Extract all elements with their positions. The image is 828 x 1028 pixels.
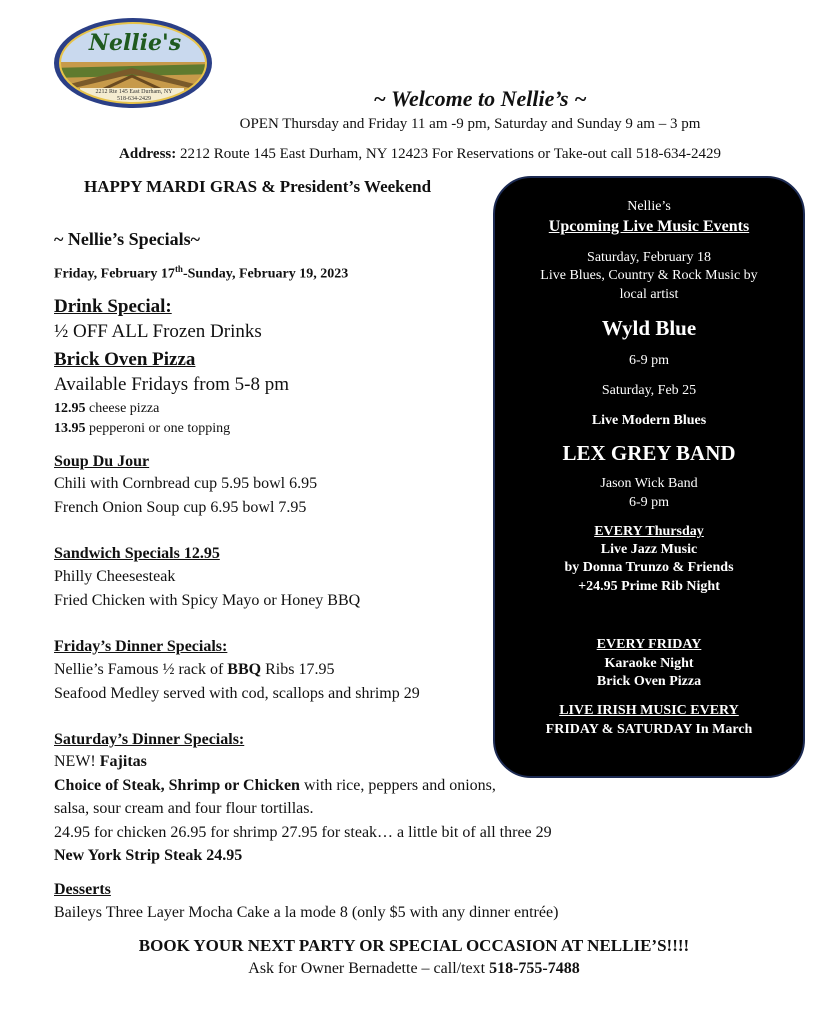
saturday-strip-steak: New York Strip Steak 24.95: [54, 847, 243, 864]
logo-name: Nellie's: [88, 30, 182, 56]
pizza-header: Brick Oven Pizza: [54, 349, 196, 370]
saturday-toppings: salsa, sour cream and four flour tortillas.: [54, 800, 314, 817]
friday-ribs: [54, 661, 334, 679]
event1-desc: Live Blues, Country & Rock Music by: [540, 268, 758, 283]
event3-time: 6-9 pm: [628, 495, 670, 510]
live-music-panel: [493, 176, 805, 778]
fajitas-label: Fajitas: [99, 753, 147, 770]
event1-time: 6-9 pm: [628, 353, 670, 368]
saturday-new-fajitas: [54, 753, 147, 771]
pizza-cheese-desc: cheese pizza: [85, 401, 160, 416]
choice-label: Choice of Steak, Shrimp or Chicken: [54, 777, 300, 794]
thursday-donna: by Donna Trunzo & Friends: [564, 560, 734, 575]
ribs-bbq: BBQ: [227, 661, 262, 678]
friday-dinner-header: Friday’s Dinner Specials:: [54, 638, 228, 655]
pizza-pepperoni-desc: pepperoni or one topping: [85, 421, 231, 436]
pizza-pepperoni: [54, 421, 230, 437]
address-text: 2212 Route 145 East Durham, NY 12423 For Reservations or Take-out call 518-634-2429: [176, 146, 721, 162]
dates-start: Friday, February 17: [54, 266, 175, 282]
drink-special-line: ½ OFF ALL Frozen Drinks: [54, 321, 262, 342]
event2-band: LEX GREY BAND: [562, 441, 736, 465]
friday-karaoke: Karaoke Night: [604, 656, 694, 671]
saturday-prices: 24.95 for chicken 26.95 for shrimp 27.95 for steak… a little bit of all three 29: [54, 824, 552, 841]
soup-header: Soup Du Jour: [54, 453, 150, 470]
logo-phone: 518-634-2429: [117, 96, 151, 102]
friday-seafood: Seafood Medley served with cod, scallops and shrimp 29: [54, 685, 420, 702]
thursday-jazz: Live Jazz Music: [600, 542, 698, 557]
desserts-header: Desserts: [54, 881, 111, 898]
event1-date: Saturday, February 18: [587, 250, 711, 265]
specials-title: ~ Nellie’s Specials~: [54, 229, 201, 249]
friday-pizza: Brick Oven Pizza: [596, 674, 702, 689]
dates-end: -Sunday, February 19, 2023: [182, 266, 349, 282]
book-party-line: BOOK YOUR NEXT PARTY OR SPECIAL OCCASION AT NELLIE’S!!!!: [138, 936, 690, 955]
choice-rest: with rice, peppers and onions,: [299, 777, 496, 794]
dates-sup: th: [174, 264, 183, 274]
welcome-heading: ~ Welcome to Nellie’s ~: [373, 86, 587, 111]
ribs-suffix: Ribs 17.95: [261, 661, 335, 678]
friday-header: EVERY FRIDAY: [596, 637, 702, 652]
pizza-line: Available Fridays from 5-8 pm: [54, 374, 289, 395]
thursday-header: EVERY Thursday: [594, 524, 704, 539]
specials-dates: [54, 264, 348, 283]
sandwich-philly: Philly Cheesesteak: [54, 568, 176, 585]
event1-desc-2: local artist: [619, 287, 679, 302]
logo-address: 2212 Rte 145 East Durham, NY: [95, 89, 173, 95]
panel-title: Upcoming Live Music Events: [548, 218, 750, 235]
pizza-cheese: [54, 401, 159, 417]
owner-phone: 518-755-7488: [489, 960, 580, 977]
irish-header: LIVE IRISH MUSIC EVERY: [559, 703, 739, 718]
sandwich-chicken: Fried Chicken with Spicy Mayo or Honey BBQ: [54, 592, 361, 609]
ask-owner-text: Ask for Owner Bernadette – call/text: [248, 960, 490, 977]
soup-onion: French Onion Soup cup 6.95 bowl 7.95: [54, 499, 307, 516]
irish-line: FRIDAY & SATURDAY In March: [545, 722, 753, 737]
address-line: [20, 146, 820, 163]
event2-date: Saturday, Feb 25: [601, 383, 697, 398]
hours-line: OPEN Thursday and Friday 11 am -9 pm, Saturday and Sunday 9 am – 3 pm: [239, 116, 701, 132]
saturday-choice: [54, 777, 496, 795]
thursday-prime-rib: +24.95 Prime Rib Night: [578, 579, 720, 594]
desserts-line: Baileys Three Layer Mocha Cake a la mode 8 (only $5 with any dinner entrée): [54, 904, 559, 921]
mardi-gras-heading: HAPPY MARDI GRAS & President’s Weekend: [84, 177, 432, 196]
drink-special-header: Drink Special:: [54, 296, 172, 317]
address-label: Address:: [119, 146, 177, 162]
ask-owner-line: [0, 960, 828, 978]
event1-band: Wyld Blue: [601, 316, 697, 340]
new-label: NEW!: [54, 753, 100, 770]
sandwich-header: Sandwich Specials 12.95: [54, 545, 220, 562]
event3-band: Jason Wick Band: [600, 476, 698, 491]
ribs-prefix: Nellie’s Famous ½ rack of: [54, 661, 228, 678]
soup-chili: Chili with Cornbread cup 5.95 bowl 6.95: [54, 475, 318, 492]
saturday-dinner-header: Saturday’s Dinner Specials:: [54, 731, 245, 748]
panel-nellies: Nellie’s: [627, 199, 671, 214]
event2-desc: Live Modern Blues: [591, 413, 707, 428]
pizza-cheese-price: 12.95: [54, 401, 86, 416]
pizza-pepperoni-price: 13.95: [54, 421, 86, 436]
